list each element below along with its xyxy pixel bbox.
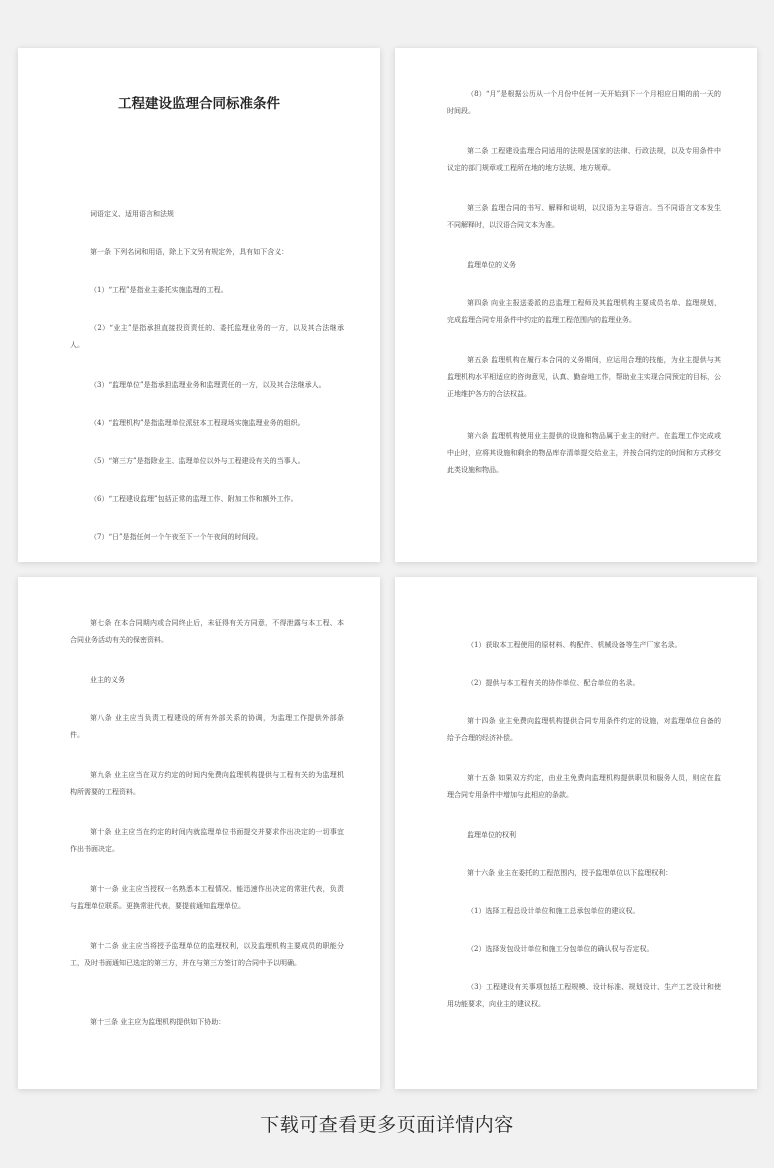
- paragraph: 第七条 在本合同期内或合同终止后，未征得有关方同意，不得泄露与本工程、本合同业务活动有关的保密资料。: [70, 619, 344, 644]
- paragraph: 第十二条 业主应当将授予监理单位的监理权利，以及监理机构主要成员的职能分工，及时书面通知已选定的第三方，并在与第三方签订的合同中予以明确。: [70, 942, 344, 967]
- paragraph: 第十六条 业主在委托的工程范围内，授予监理单位以下监理权利：: [467, 869, 673, 877]
- paragraph: 第一条 下列名词和用语，除上下文另有规定外，具有如下含义：: [90, 248, 289, 256]
- paragraph: 第十条 业主应当在约定的时间内就监理单位书面提交并要求作出决定的一切事宜作出书面决定。: [70, 828, 344, 853]
- document-title: 工程建设监理合同标准条件: [118, 96, 280, 112]
- document-page-4: [395, 577, 757, 1089]
- section-heading: 监理单位的权利: [467, 831, 516, 839]
- paragraph: 第十三条 业主应为监理机构提供如下协助：: [90, 1018, 226, 1026]
- paragraph: 第八条 业主应当负责工程建设的所有外部关系的协调，为监理工作提供外部条件。: [70, 714, 344, 739]
- paragraph: （2）选择发包设计单位和施工分包单位的确认权与否定权。: [467, 945, 654, 953]
- paragraph: （7）“日”是指任何一个午夜至下一个午夜间的时间段。: [90, 533, 263, 541]
- paragraph: （4）“监理机构”是指监理单位派驻本工程现场实施监理业务的组织。: [90, 419, 305, 427]
- paragraph: 第二条 工程建设监理合同适用的法规是国家的法律、行政法规，以及专用条件中议定的部门规章或工程所在地的地方法规、地方规章。: [447, 147, 721, 172]
- document-page-1: [18, 48, 380, 562]
- paragraph: （2）“业主”是指承担直接投资责任的、委托监理业务的一方，以及其合法继承人。: [70, 324, 344, 349]
- section-heading: 词语定义、适用语言和法规: [90, 210, 174, 218]
- paragraph: （1）“工程”是指业主委托实施监理的工程。: [90, 286, 228, 294]
- paragraph: 第六条 监理机构使用业主提供的设施和物品属于业主的财产。在监理工作完成或中止时，应将其设施和剩余的物品库存清单提交给业主，并按合同约定的时间和方式移交此类设施和物品。: [447, 432, 721, 474]
- paragraph: 第九条 业主应当在双方约定的时间内免费向监理机构提供与工程有关的为监理机构所需要的工程资料。: [70, 771, 344, 796]
- paragraph: 第十四条 业主免费向监理机构提供合同专用条件约定的设施，对监理单位自备的给予合理的经济补偿。: [447, 717, 721, 742]
- paragraph: （6）“工程建设监理”包括正常的监理工作、附加工作和额外工作。: [90, 495, 298, 503]
- paragraph: （2）提供与本工程有关的协作单位、配合单位的名录。: [467, 679, 640, 687]
- paragraph: （8）“月”是根据公历从一个月份中任何一天开始到下一个月相应日期的前一天的时间段。: [447, 90, 721, 115]
- section-heading: 业主的义务: [90, 676, 125, 684]
- section-heading: 监理单位的义务: [467, 261, 516, 269]
- download-more-caption: 下载可查看更多页面详情内容: [260, 1114, 514, 1136]
- paragraph: （1）获取本工程使用的原材料、构配件、机械设备等生产厂家名录。: [467, 641, 682, 649]
- paragraph: 第四条 向业主报送委派的总监理工程师及其监理机构主要成员名单、监理规划，完成监理合同专用条件中约定的监理工程范围内的监理业务。: [447, 299, 721, 324]
- paragraph: 第十五条 如果双方约定，由业主免费向监理机构提供职员和服务人员，则应在监理合同专用条件中增加与此相应的条款。: [447, 774, 721, 799]
- paragraph: （1）选择工程总设计单位和施工总承包单位的建议权。: [467, 907, 640, 915]
- paragraph: 第十一条 业主应当授权一名熟悉本工程情况、能迅速作出决定的常驻代表，负责与监理单位联系。更换常驻代表，要提前通知监理单位。: [70, 885, 344, 910]
- paragraph: 第五条 监理机构在履行本合同的义务期间，应运用合理的技能，为业主提供与其监理机构水平相适应的咨询意见，认真、勤奋地工作，帮助业主实现合同预定的目标，公正地维护各方的合法权益。: [447, 356, 721, 398]
- document-page-3: [18, 577, 380, 1089]
- document-page-2: [395, 48, 757, 562]
- paragraph: （3）工程建设有关事项包括工程规模、设计标准、规划设计、生产工艺设计和使用功能要求，向业主的建议权。: [447, 983, 721, 1008]
- paragraph: （3）“监理单位”是指承担监理业务和监理责任的一方，以及其合法继承人。: [90, 381, 326, 389]
- paragraph: 第三条 监理合同的书写、解释和说明，以汉语为主导语言。当不同语言文本发生不同解释时，以汉语合同文本为准。: [447, 204, 721, 229]
- paragraph: （5）“第三方”是指除业主、监理单位以外与工程建设有关的当事人。: [90, 457, 305, 465]
